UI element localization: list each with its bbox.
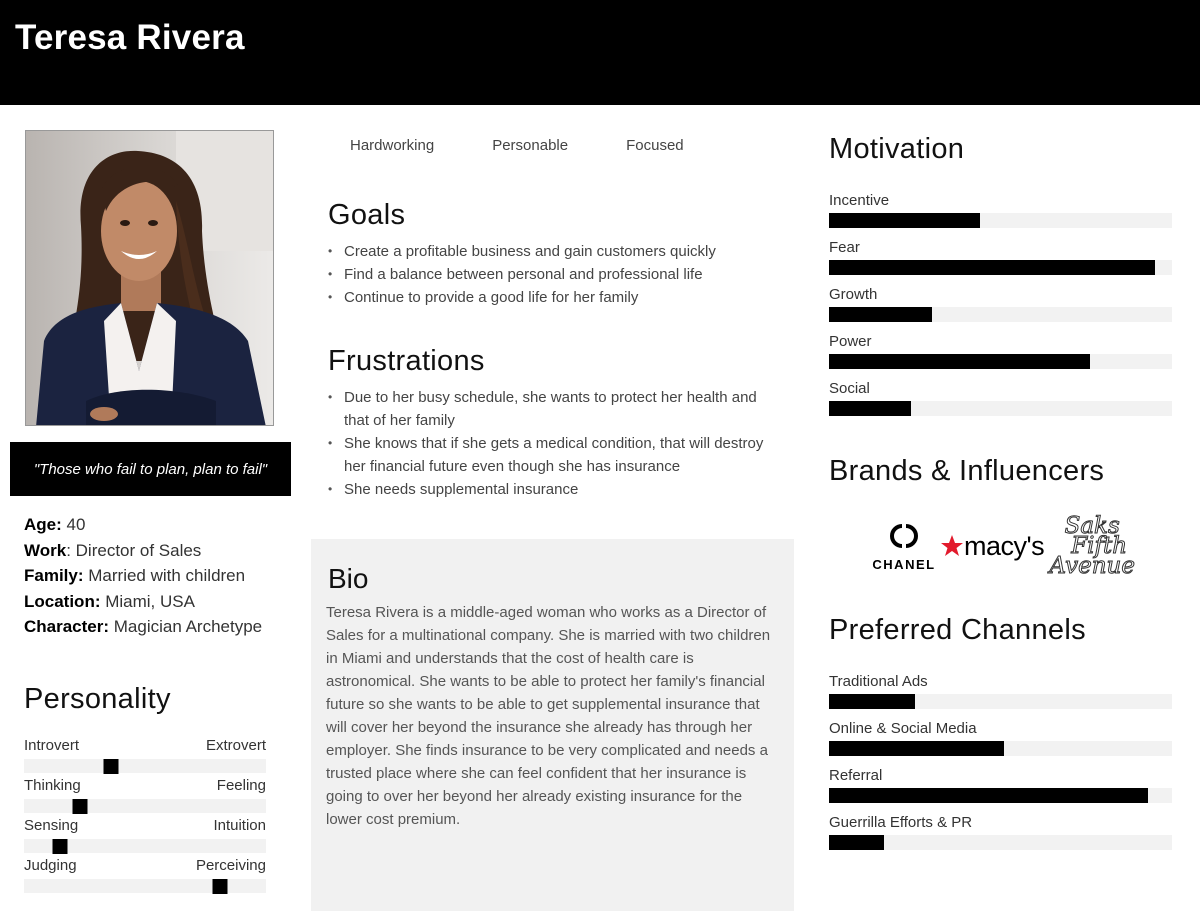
frustrations-list xyxy=(328,386,784,501)
bar-track xyxy=(829,694,1172,709)
chanel-logo xyxy=(866,520,942,572)
scale-right-label: Extrovert xyxy=(205,737,266,754)
goals-list xyxy=(328,240,788,309)
personality-scale xyxy=(24,735,266,775)
bar-label: Online & Social Media xyxy=(829,720,977,737)
persona-facts xyxy=(24,512,294,640)
chanel-cc-icon xyxy=(882,520,926,552)
scale-marker xyxy=(213,879,228,894)
saks-line: Saks xyxy=(1064,513,1120,539)
scale-left-label: Thinking xyxy=(24,777,81,794)
macys-logo xyxy=(940,531,1044,562)
bar-label: Referral xyxy=(829,767,883,784)
bar-fill xyxy=(829,260,1155,275)
fact-label: Age: xyxy=(24,515,62,534)
list-item: • Create a profitable business and gain customers quickly xyxy=(328,240,788,263)
personality-scale xyxy=(24,855,266,895)
list-item: • Find a balance between personal and professional life xyxy=(328,263,788,286)
bio-text: Teresa Rivera is a middle-aged woman who works as a Director of Sales for a multinational company. She is married with two children in Miami and understands that the cost of health care is astronomical. She wants to be able to protect her family's financial future so she wants to be able to get supplemental insurance that will cover her beyond the insurance she already has through her employer. She finds insurance to be very complicated and needs a trusted place where she can feel confident that her insurance is going to over her beyond her already existing insurance for the lower cost premium. xyxy=(326,604,771,828)
channel-bar xyxy=(829,765,1172,812)
bio-panel xyxy=(311,539,794,911)
bar-fill xyxy=(829,741,1004,756)
scale-marker xyxy=(72,799,87,814)
list-item: • She knows that if she gets a medical condition, that will destroy her financial future even though she has insurance xyxy=(328,432,784,478)
personality-title: Personality xyxy=(24,683,171,715)
bar-track xyxy=(829,260,1172,275)
bio-title: Bio xyxy=(328,563,369,594)
trait-label: Personable xyxy=(492,137,569,154)
motivation-bar xyxy=(829,190,1172,237)
bar-fill xyxy=(829,213,980,228)
bar-track xyxy=(829,788,1172,803)
channel-bar xyxy=(829,812,1172,859)
portrait-image xyxy=(26,131,274,426)
fact-value: Married with children xyxy=(83,566,246,586)
bar-track xyxy=(829,213,1172,228)
scale-track xyxy=(24,799,266,813)
scale-marker xyxy=(53,839,68,854)
motivation-bar xyxy=(829,237,1172,284)
bar-track xyxy=(829,835,1172,850)
channels-title: Preferred Channels xyxy=(829,614,1086,646)
fact-value: 40 xyxy=(61,515,86,534)
bar-label: Growth xyxy=(829,286,878,303)
motivation-title: Motivation xyxy=(829,133,965,165)
fact-label: Character: xyxy=(24,617,110,637)
brands-title: Brands & Influencers xyxy=(829,455,1105,487)
goals-title: Goals xyxy=(328,199,406,231)
bar-label: Traditional Ads xyxy=(829,673,928,690)
brand-logos xyxy=(866,508,1146,584)
bar-fill xyxy=(829,788,1148,803)
bar-fill xyxy=(829,401,911,416)
trait-label: Focused xyxy=(626,137,684,154)
motivation-bar xyxy=(829,331,1172,378)
chanel-wordmark: CHANEL xyxy=(872,557,936,572)
fact-value: Miami, USA xyxy=(100,591,195,611)
bar-track xyxy=(829,401,1172,416)
fact-work xyxy=(24,538,294,564)
fact-value: Magician Archetype xyxy=(109,617,263,637)
bar-fill xyxy=(829,694,915,709)
fact-label: Location: xyxy=(24,591,101,611)
persona-name: Teresa Rivera xyxy=(15,18,245,57)
fact-location xyxy=(24,589,294,615)
trait-label: Hardworking xyxy=(350,137,435,154)
scale-track xyxy=(24,759,266,773)
scale-right-label: Perceiving xyxy=(195,857,266,874)
bar-label: Incentive xyxy=(829,192,890,209)
channel-bar xyxy=(829,718,1172,765)
scale-right-label: Feeling xyxy=(216,777,266,794)
fact-age xyxy=(24,512,294,538)
channels-bars xyxy=(829,671,1172,859)
saks-line: Avenue xyxy=(1049,553,1135,579)
macys-wordmark: macy's xyxy=(964,530,1045,561)
motivation-bar xyxy=(829,378,1172,425)
persona-photo xyxy=(25,130,274,426)
personality-scales xyxy=(24,735,266,895)
list-item: • Continue to provide a good life for her family xyxy=(328,286,788,309)
scale-left-label: Sensing xyxy=(24,817,79,834)
bar-label: Fear xyxy=(829,239,860,256)
frustrations-title: Frustrations xyxy=(328,345,485,377)
motivation-bar xyxy=(829,284,1172,331)
scale-left-label: Judging xyxy=(24,857,77,874)
bar-label: Guerrilla Efforts & PR xyxy=(829,814,973,831)
personality-scale xyxy=(24,775,266,815)
fact-character xyxy=(24,614,294,640)
bar-label: Social xyxy=(829,380,870,397)
scale-track xyxy=(24,879,266,893)
persona-traits xyxy=(330,137,780,154)
saks-line: Fifth xyxy=(1071,533,1128,559)
scale-marker xyxy=(104,759,119,774)
channel-bar xyxy=(829,671,1172,718)
bar-track xyxy=(829,307,1172,322)
bar-label: Power xyxy=(829,333,872,350)
bar-fill xyxy=(829,307,932,322)
persona-quote: "Those who fail to plan, plan to fail" xyxy=(10,442,291,496)
motivation-bars xyxy=(829,190,1172,425)
bar-track xyxy=(829,354,1172,369)
list-item: • She needs supplemental insurance xyxy=(328,478,784,501)
bar-track xyxy=(829,741,1172,756)
list-item: • Due to her busy schedule, she wants to protect her health and that of her family xyxy=(328,386,784,432)
scale-left-label: Introvert xyxy=(24,737,80,754)
fact-label: Family: xyxy=(24,566,84,586)
star-icon xyxy=(940,534,964,558)
bar-fill xyxy=(829,354,1090,369)
page-header xyxy=(0,0,1200,105)
bar-fill xyxy=(829,835,884,850)
scale-track xyxy=(24,839,266,853)
saks-logo xyxy=(1046,513,1138,579)
fact-label: Work xyxy=(24,540,67,560)
fact-family xyxy=(24,563,294,589)
fact-value: : Director of Sales xyxy=(66,540,202,560)
scale-right-label: Intuition xyxy=(213,817,266,834)
personality-scale xyxy=(24,815,266,855)
